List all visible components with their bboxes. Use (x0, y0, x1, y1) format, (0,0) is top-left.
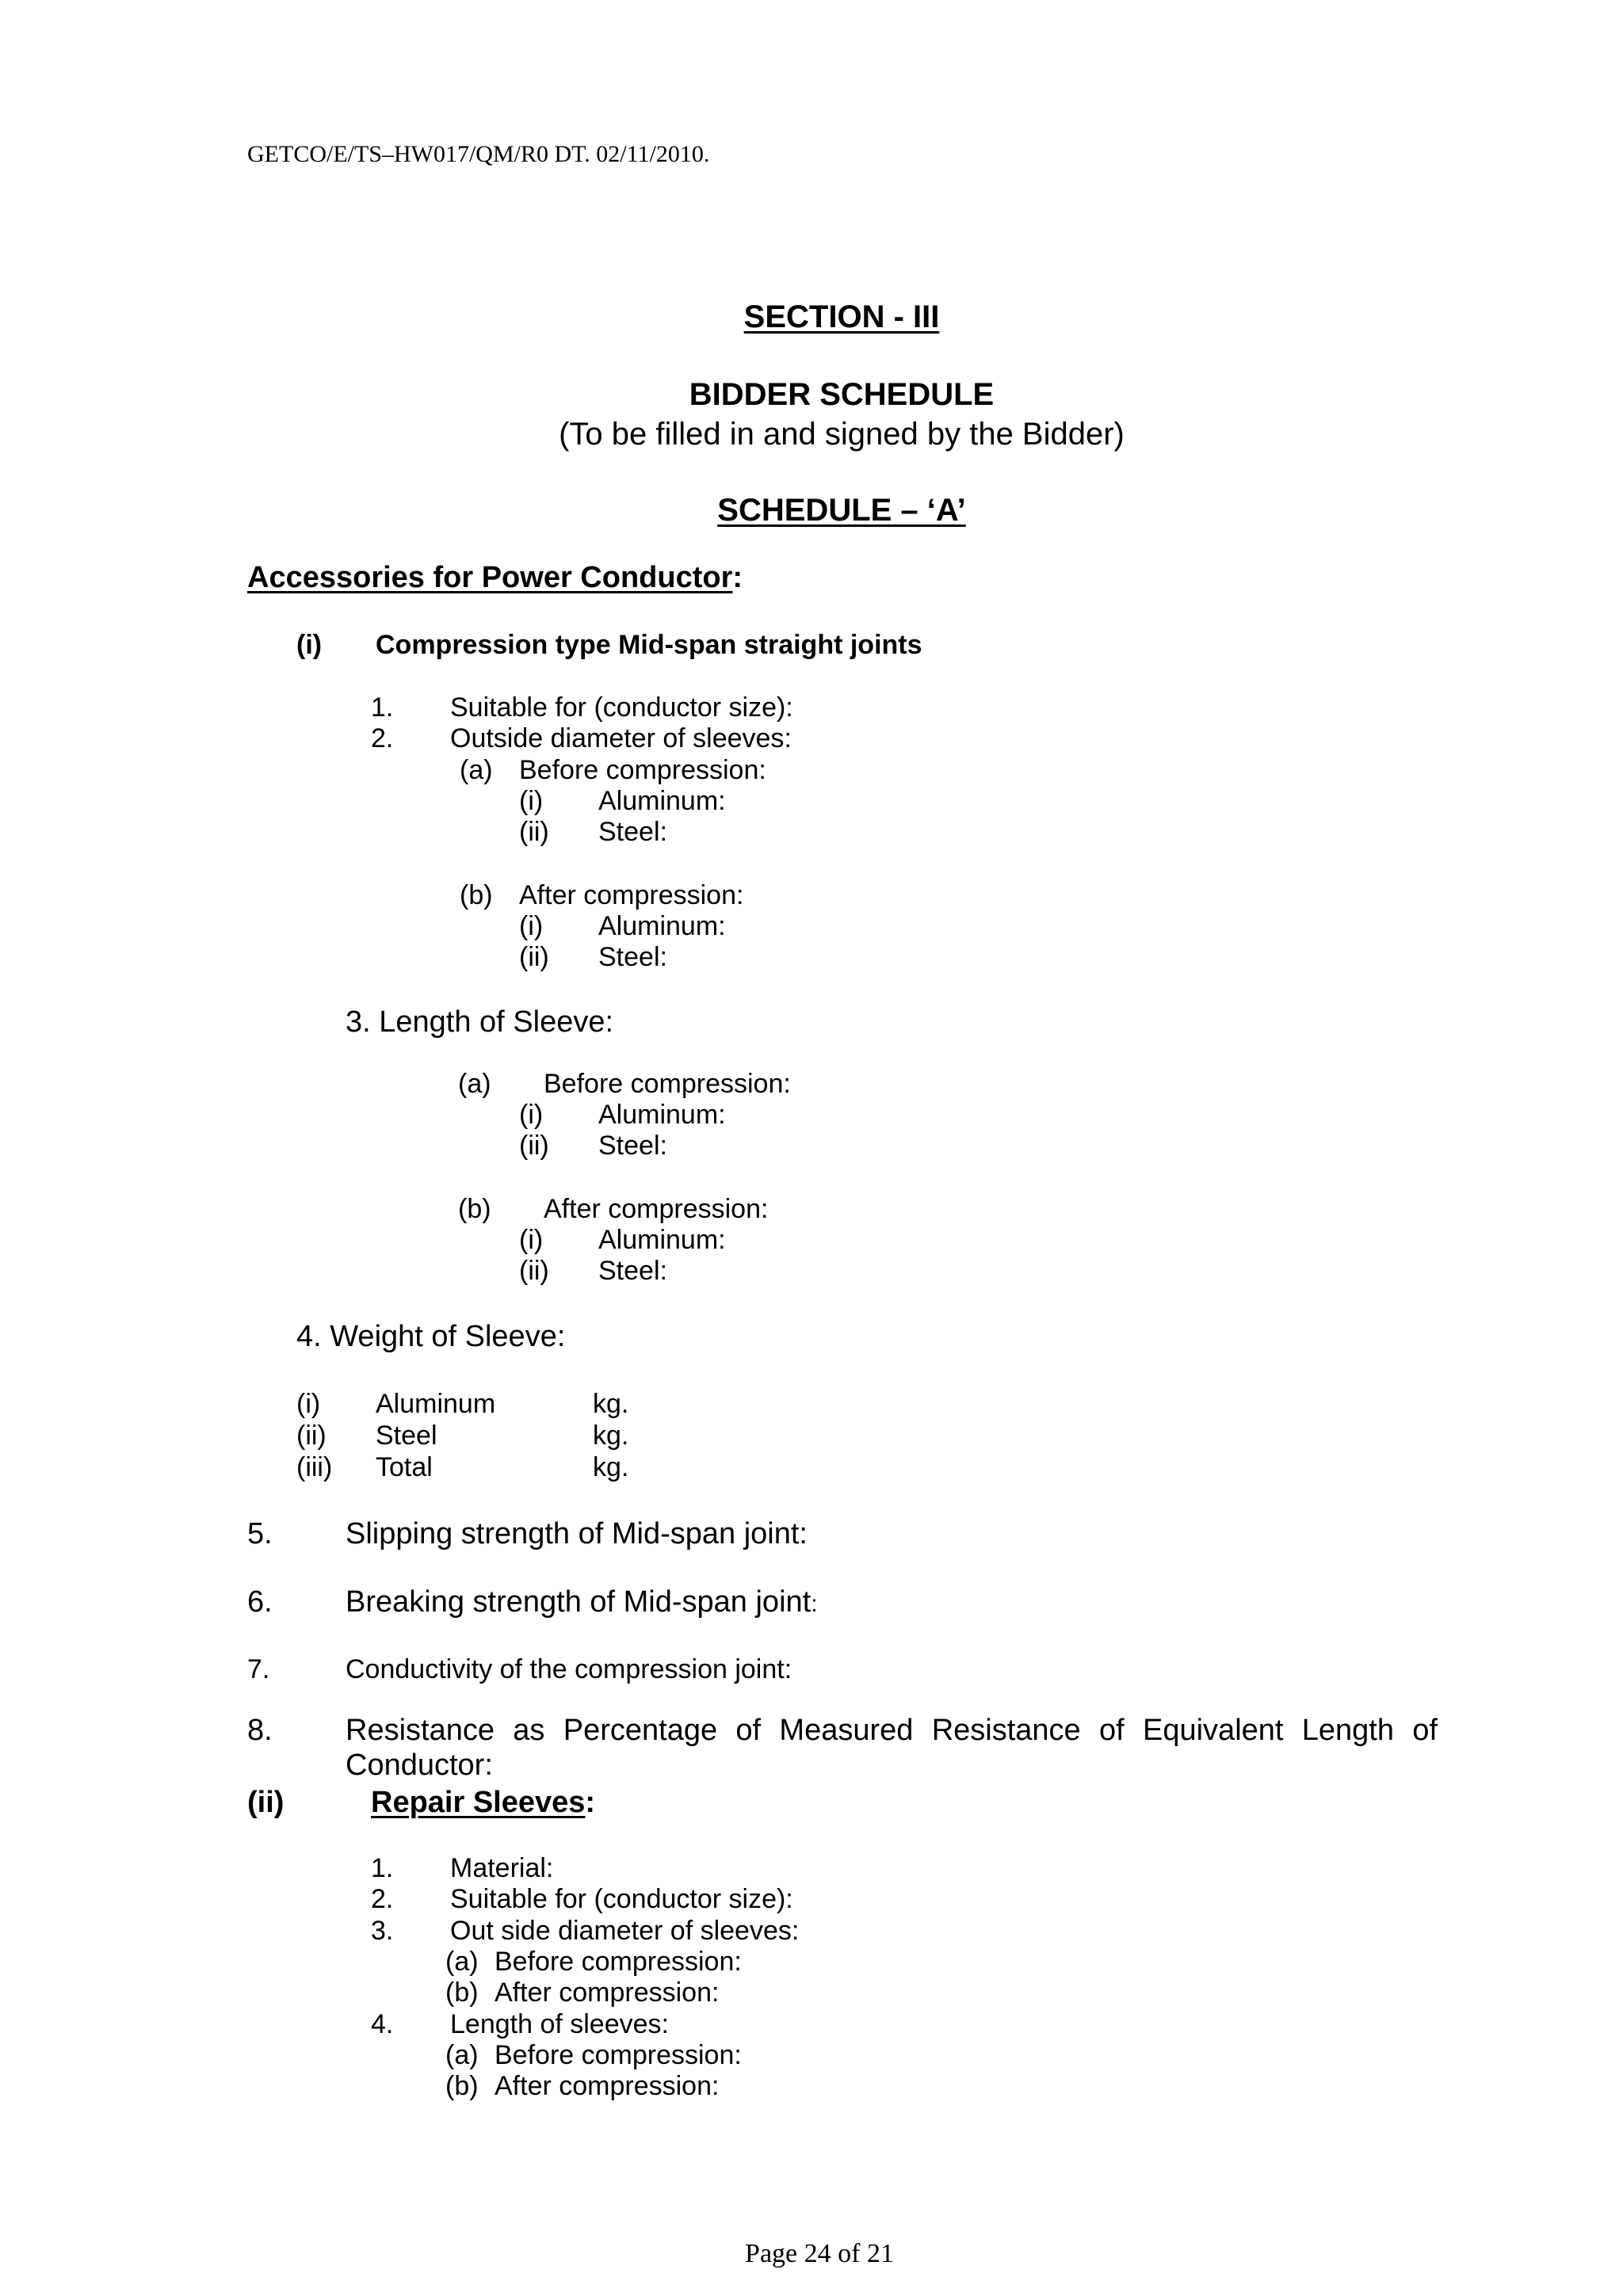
page-number: Page 24 of 21 (745, 2239, 894, 2268)
item3b-ii-label: Steel: (598, 1256, 667, 1286)
item2a-ii-number: (ii) (519, 817, 549, 847)
item3b-i-label: Aluminum: (598, 1225, 726, 1255)
weight-row-label: Total (376, 1452, 433, 1482)
item8-label-line1: Resistance as Percentage of Measured Resistance of Equivalent Length of (346, 1714, 1438, 1747)
item4-heading: 4. Weight of Sleeve: (296, 1320, 566, 1353)
item2a-i-label: Aluminum: (598, 786, 726, 816)
item3b-ii-number: (ii) (519, 1256, 549, 1286)
repair-number: (ii) (247, 1786, 285, 1819)
bidder-instruction: (To be filled in and signed by the Bidder) (559, 417, 1125, 452)
item3b-i-number: (i) (519, 1225, 544, 1255)
repair-item2-label: Suitable for (conductor size): (450, 1884, 793, 1914)
item8-number: 8. (247, 1714, 273, 1747)
bidder-schedule-title: BIDDER SCHEDULE (689, 377, 995, 412)
weight-row-unit: kg. (593, 1452, 629, 1482)
item5-number: 5. (247, 1517, 273, 1550)
document-reference: GETCO/E/TS–HW017/QM/R0 DT. 02/11/2010. (247, 141, 710, 167)
item1-label: Suitable for (conductor size): (450, 692, 793, 723)
item7-label: Conductivity of the compression joint: (346, 1654, 792, 1684)
repair-item4a-label: Before compression: (495, 2040, 742, 2070)
item2a-number: (a) (460, 755, 493, 785)
weight-row-number: (iii) (296, 1452, 333, 1482)
repair-item1-number: 1. (371, 1853, 394, 1883)
repair-item3b-label: After compression: (495, 1978, 720, 2008)
item1-number: 1. (371, 692, 394, 723)
repair-item1-label: Material: (450, 1853, 554, 1883)
item2b-ii-label: Steel: (598, 942, 667, 972)
weight-row-unit: kg. (593, 1421, 629, 1451)
item8-label-line2: Conductor: (346, 1749, 493, 1782)
item3-heading: 3. Length of Sleeve: (346, 1005, 614, 1039)
weight-row-label: Aluminum (376, 1389, 496, 1419)
item2b-i-number: (i) (519, 911, 544, 941)
repair-item4a-number: (a) (445, 2040, 479, 2070)
weight-row-label: Steel (376, 1421, 437, 1451)
item2a-ii-label: Steel: (598, 817, 667, 847)
repair-item3-number: 3. (371, 1916, 394, 1946)
weight-row-number: (i) (296, 1389, 321, 1419)
mid-span-heading: Compression type Mid-span straight joints (376, 630, 922, 660)
repair-item2-number: 2. (371, 1884, 394, 1914)
item2-number: 2. (371, 723, 394, 753)
repair-item4b-number: (b) (445, 2071, 479, 2101)
item3a-i-label: Aluminum: (598, 1100, 726, 1130)
item3a-i-number: (i) (519, 1100, 544, 1130)
repair-heading: Repair Sleeves: (371, 1786, 596, 1819)
repair-item4b-label: After compression: (495, 2071, 720, 2101)
mid-span-number: (i) (296, 630, 323, 660)
section-title: SECTION - III (743, 299, 940, 334)
item3a-label: Before compression: (544, 1069, 791, 1099)
item3a-number: (a) (458, 1069, 491, 1099)
schedule-title: SCHEDULE – ‘A’ (717, 493, 966, 528)
item2b-number: (b) (460, 880, 493, 910)
item2b-ii-number: (ii) (519, 942, 549, 972)
weight-row-unit: kg. (593, 1389, 629, 1419)
item6-number: 6. (247, 1585, 273, 1619)
item3b-label: After compression: (544, 1194, 769, 1224)
item3a-ii-number: (ii) (519, 1131, 549, 1161)
repair-item3a-label: Before compression: (495, 1947, 742, 1977)
item2a-i-number: (i) (519, 786, 544, 816)
repair-item4-label: Length of sleeves: (450, 2009, 669, 2039)
repair-item3a-number: (a) (445, 1947, 479, 1977)
item3b-number: (b) (458, 1194, 491, 1224)
item2b-label: After compression: (519, 880, 744, 910)
item7-number: 7. (247, 1654, 270, 1684)
weight-row-number: (ii) (296, 1421, 327, 1451)
repair-item4-number: 4. (371, 2009, 394, 2039)
repair-item3-label: Out side diameter of sleeves: (450, 1916, 800, 1946)
item2b-i-label: Aluminum: (598, 911, 726, 941)
item6-label: Breaking strength of Mid-span joint: (346, 1585, 818, 1619)
accessories-heading: Accessories for Power Conductor: (247, 561, 743, 594)
item3a-ii-label: Steel: (598, 1131, 667, 1161)
item2a-label: Before compression: (519, 755, 766, 785)
item2-label: Outside diameter of sleeves: (450, 723, 792, 753)
item5-label: Slipping strength of Mid-span joint: (346, 1517, 808, 1550)
repair-item3b-number: (b) (445, 1978, 479, 2008)
